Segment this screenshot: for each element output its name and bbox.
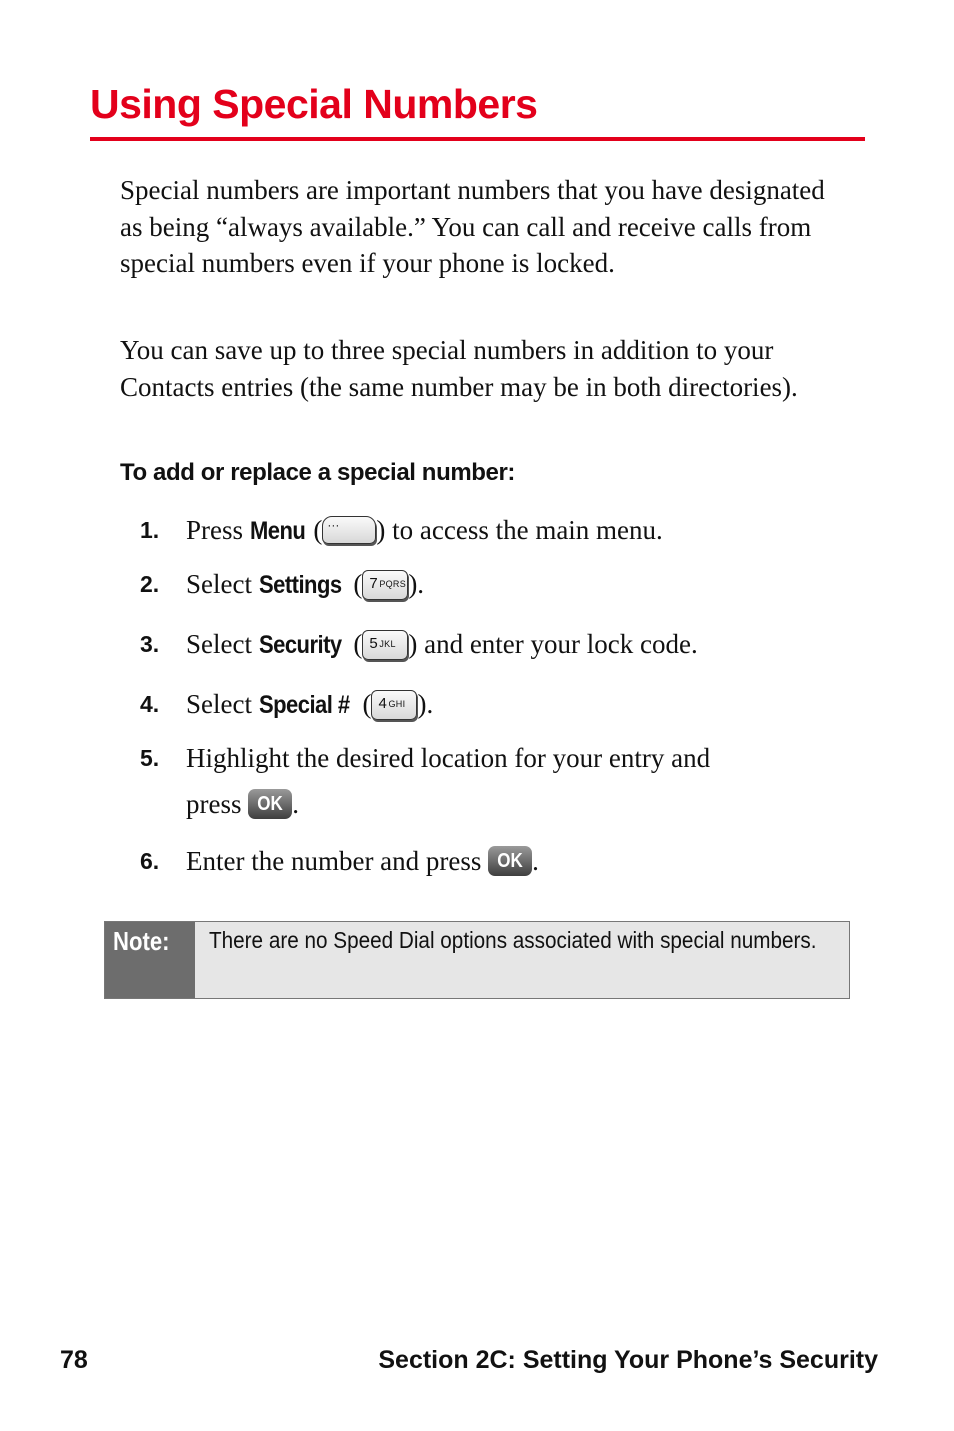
step-number: 4. bbox=[140, 691, 160, 717]
ok-key-label: OK bbox=[497, 849, 523, 872]
settings-keyword: Settings bbox=[258, 571, 342, 599]
page-title: Using Special Numbers bbox=[90, 81, 538, 127]
step-number: 5. bbox=[140, 745, 160, 771]
key-digit: 7 bbox=[369, 574, 378, 592]
step-text: Enter the number and press OK . bbox=[186, 846, 539, 876]
step-text: Select Security ( 5 JKL ) and enter your lock code. bbox=[186, 621, 856, 668]
key-digit: 4 bbox=[378, 694, 387, 712]
key-letters: JKL bbox=[379, 638, 396, 649]
step-number: 6. bbox=[140, 848, 160, 874]
step-number: 2. bbox=[140, 571, 160, 597]
menu-softkey-icon bbox=[322, 516, 376, 544]
ok-key-icon bbox=[488, 846, 532, 876]
key-7-icon bbox=[362, 570, 408, 600]
step-text: Highlight the desired location for your entry and bbox=[186, 743, 711, 773]
menu-keyword: Menu bbox=[249, 517, 306, 545]
special-keyword: Special # bbox=[258, 691, 350, 719]
key-letters: GHI bbox=[388, 698, 406, 709]
ok-key-label: OK bbox=[257, 792, 283, 815]
step-text: Press Menu ( ··· ) to access the main menu. bbox=[186, 507, 856, 554]
note-label-panel bbox=[105, 922, 195, 998]
step-number: 3. bbox=[140, 631, 160, 657]
key-letters: PQRS bbox=[379, 578, 407, 589]
key-4-icon bbox=[371, 690, 417, 720]
ok-key-icon bbox=[248, 789, 292, 819]
menu-dots: ··· bbox=[327, 517, 340, 532]
step-text: Select Settings ( 7 PQRS ). bbox=[186, 561, 856, 608]
note-box bbox=[104, 921, 850, 999]
contacts-paragraph: You can save up to three special numbers in addition to your Contacts entries (the same number may be in both directories). bbox=[120, 335, 798, 402]
security-keyword: Security bbox=[258, 631, 342, 659]
key-digit: 5 bbox=[369, 634, 378, 652]
title-rule bbox=[90, 137, 865, 141]
note-text: There are no Speed Dial options associated with special numbers. bbox=[209, 927, 817, 953]
step-number: 1. bbox=[140, 517, 160, 543]
intro-paragraph: Special numbers are important numbers that you have designated as being “always available.” You can call and receive calls from special numbers even if your phone is locked. bbox=[120, 175, 825, 278]
key-5-icon bbox=[362, 630, 408, 660]
procedure-heading: To add or replace a special number: bbox=[120, 459, 516, 486]
step-text: press OK . bbox=[186, 789, 299, 819]
page-number: 78 bbox=[60, 1346, 88, 1374]
step-text: Select Special # ( 4 GHI ). bbox=[186, 681, 856, 728]
note-label: Note: bbox=[113, 926, 170, 956]
section-footer: Section 2C: Setting Your Phone’s Security bbox=[378, 1346, 878, 1374]
